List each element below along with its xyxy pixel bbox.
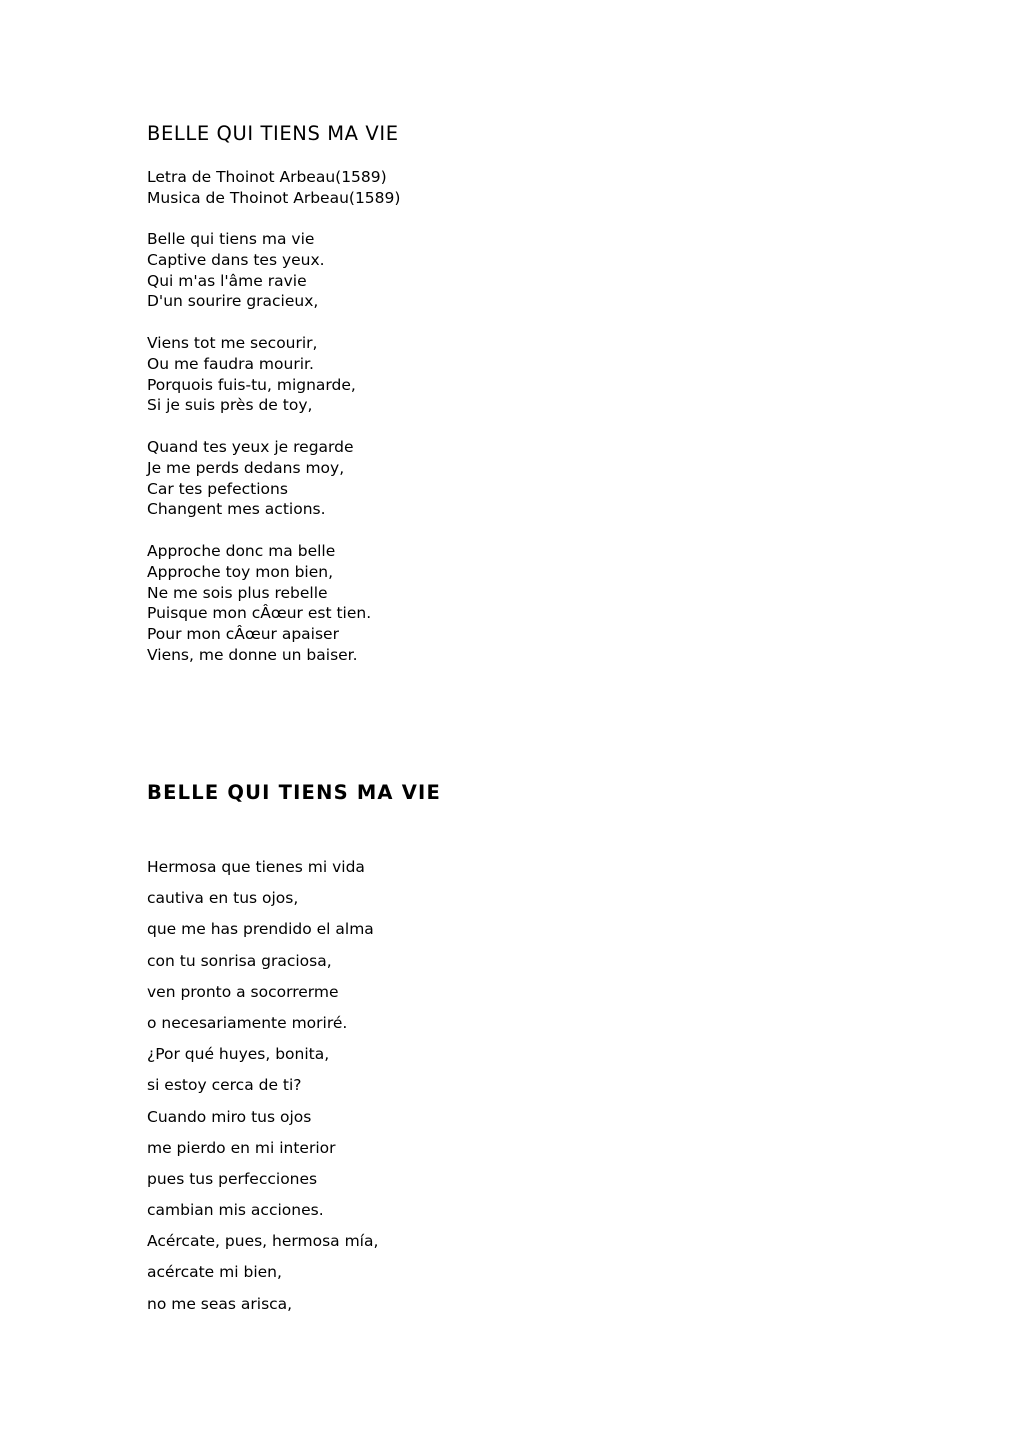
translation-lines <box>147 856 378 1324</box>
translation-line: Cuando miro tus ojos <box>147 1107 312 1126</box>
translation-line: que me has prendido el alma <box>147 920 374 939</box>
verse-line: Captive dans tes yeux. <box>147 250 325 269</box>
translation-line: o necesariamente moriré. <box>147 1013 348 1032</box>
verse-line: Puisque mon cÂœur est tien. <box>147 604 372 623</box>
verse-line: Belle qui tiens ma vie <box>147 230 315 248</box>
translation-line: ven pronto a socorrerme <box>147 982 339 1001</box>
translation-line: ¿Por qué huyes, bonita, <box>147 1045 330 1064</box>
stanza <box>147 229 325 312</box>
verse-line: Qui m'as l'âme ravie <box>147 271 307 290</box>
verse-line: Approche donc ma belle <box>147 542 336 560</box>
stanza <box>147 333 356 416</box>
verse-line: Je me perds dedans moy, <box>147 458 345 477</box>
verse-line: Si je suis près de toy, <box>147 396 313 415</box>
verse-line: Ne me sois plus rebelle <box>147 583 328 602</box>
verse-line: Car tes pefections <box>147 479 288 498</box>
music-credit: Musica de Thoinot Arbeau(1589) <box>147 188 401 207</box>
translation-line: me pierdo en mi interior <box>147 1138 336 1157</box>
lyrics-credit: Letra de Thoinot Arbeau(1589) <box>147 168 387 186</box>
translation-line: si estoy cerca de ti? <box>147 1076 302 1095</box>
translation-line: Hermosa que tienes mi vida <box>147 858 365 876</box>
translation-line: no me seas arisca, <box>147 1294 293 1313</box>
document-page <box>147 0 907 1449</box>
translation-line: cambian mis acciones. <box>147 1201 324 1220</box>
translation-line: con tu sonrisa graciosa, <box>147 951 332 970</box>
translation-title: BELLE QUI TIENS MA VIE <box>147 781 441 804</box>
song-title: BELLE QUI TIENS MA VIE <box>147 122 399 145</box>
verse-line: Approche toy mon bien, <box>147 562 334 581</box>
translation-line: acércate mi bien, <box>147 1263 282 1282</box>
verse-line: Pour mon cÂœur apaiser <box>147 625 339 644</box>
verse-line: Ou me faudra mourir. <box>147 354 314 373</box>
translation-line: Acércate, pues, hermosa mía, <box>147 1232 379 1251</box>
verse-line: Viens tot me secourir, <box>147 334 318 352</box>
translation-line: cautiva en tus ojos, <box>147 889 299 908</box>
verse-line: Viens, me donne un baiser. <box>147 645 358 664</box>
verse-line: Porquois fuis-tu, mignarde, <box>147 375 356 394</box>
stanza <box>147 437 354 520</box>
verse-line: Quand tes yeux je regarde <box>147 438 354 456</box>
credits <box>147 167 400 209</box>
translation-line: pues tus perfecciones <box>147 1169 318 1188</box>
verse-line: D'un sourire gracieux, <box>147 292 319 311</box>
verse-line: Changent mes actions. <box>147 500 326 519</box>
stanza <box>147 541 371 666</box>
